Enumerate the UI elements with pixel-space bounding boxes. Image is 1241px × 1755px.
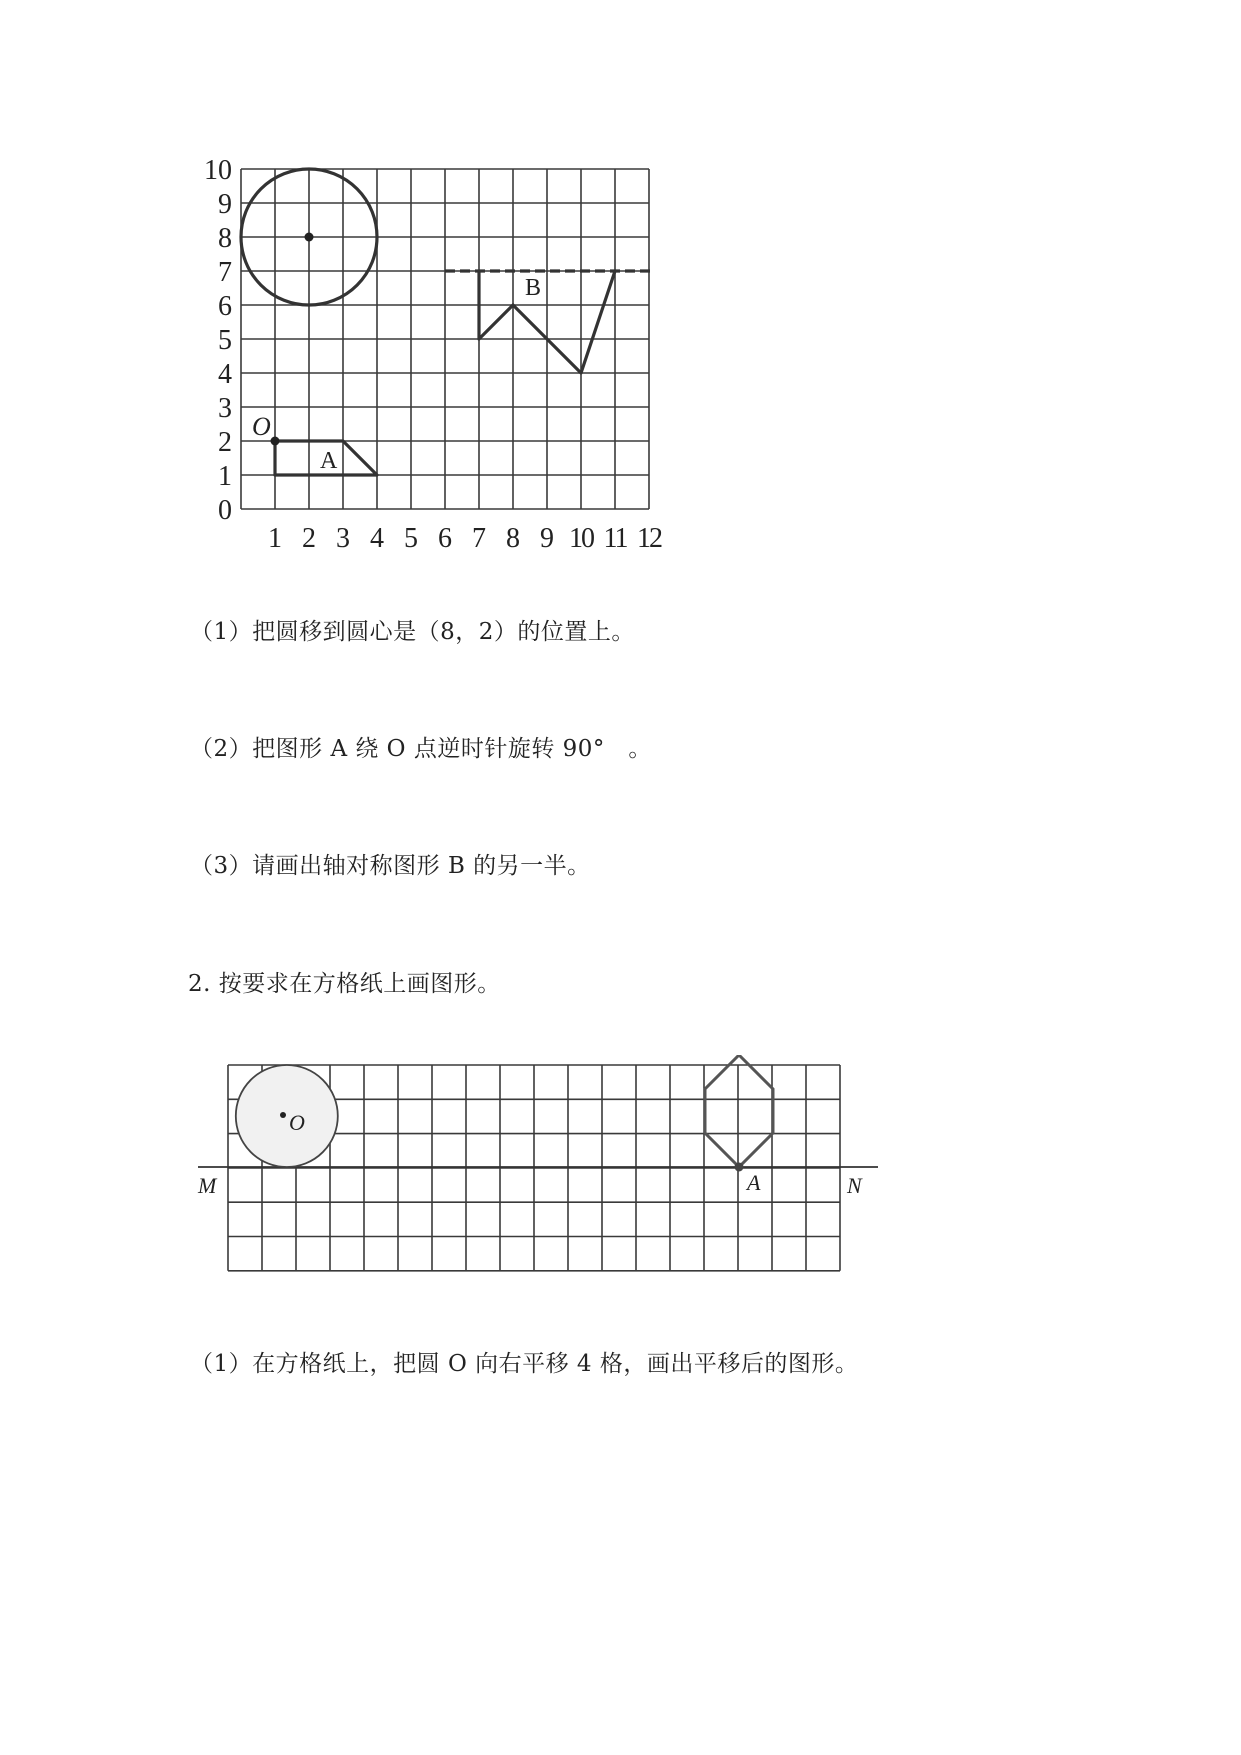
circle-o-center-dot	[280, 1112, 286, 1118]
circle-center-dot	[305, 233, 314, 242]
y-tick-label: 4	[218, 359, 232, 390]
y-tick-label: 9	[218, 189, 232, 220]
translation-grid-figure	[190, 1055, 890, 1285]
hexagon-shape	[705, 1055, 773, 1167]
y-tick-label: 5	[218, 325, 232, 356]
label-n: N	[847, 1173, 862, 1198]
question-2-1: （1）在方格纸上，把圆 O 向右平移 4 格，画出平移后的图形。	[190, 1351, 859, 1377]
point-o-dot	[271, 437, 280, 446]
y-tick-label: 1	[218, 461, 232, 492]
x-tick-label: 7	[472, 523, 486, 554]
label-m: M	[198, 1173, 217, 1198]
circle-o-shape	[236, 1065, 338, 1167]
x-tick-label: 10	[569, 523, 593, 554]
x-tick-label: 2	[302, 523, 316, 554]
y-axis-ticks	[204, 155, 232, 526]
point-a-dot	[735, 1163, 744, 1172]
x-tick-label: 12	[637, 523, 661, 554]
y-tick-label: 7	[218, 257, 232, 288]
coordinate-grid-figure	[190, 155, 680, 555]
y-tick-label: 2	[218, 427, 232, 458]
x-tick-label: 11	[603, 523, 627, 554]
label-o: O	[289, 1110, 305, 1135]
x-axis-ticks	[268, 523, 662, 554]
problem-2-heading: 2. 按要求在方格纸上画图形。	[188, 971, 501, 997]
question-1-1: （1）把圆移到圆心是（8，2）的位置上。	[190, 619, 635, 645]
question-1-3: （3）请画出轴对称图形 B 的另一半。	[190, 853, 591, 879]
x-tick-label: 8	[506, 523, 520, 554]
x-tick-label: 9	[540, 523, 554, 554]
label-a: A	[747, 1170, 761, 1195]
question-1-2: （2）把图形 A 绕 O 点逆时针旋转 90° 。	[190, 736, 652, 762]
y-tick-label: 10	[204, 155, 232, 186]
x-tick-label: 4	[370, 523, 384, 554]
x-tick-label: 1	[268, 523, 282, 554]
y-tick-label: 6	[218, 291, 232, 322]
shape-b-label: B	[525, 275, 542, 301]
x-tick-label: 5	[404, 523, 418, 554]
grid-lines	[241, 169, 649, 509]
x-tick-label: 6	[438, 523, 452, 554]
y-tick-label: 3	[218, 393, 232, 424]
shape-a-label: A	[320, 448, 338, 474]
x-tick-label: 3	[336, 523, 350, 554]
point-o-label: O	[252, 412, 271, 441]
y-tick-label: 8	[218, 223, 232, 254]
y-tick-label: 0	[218, 495, 232, 526]
